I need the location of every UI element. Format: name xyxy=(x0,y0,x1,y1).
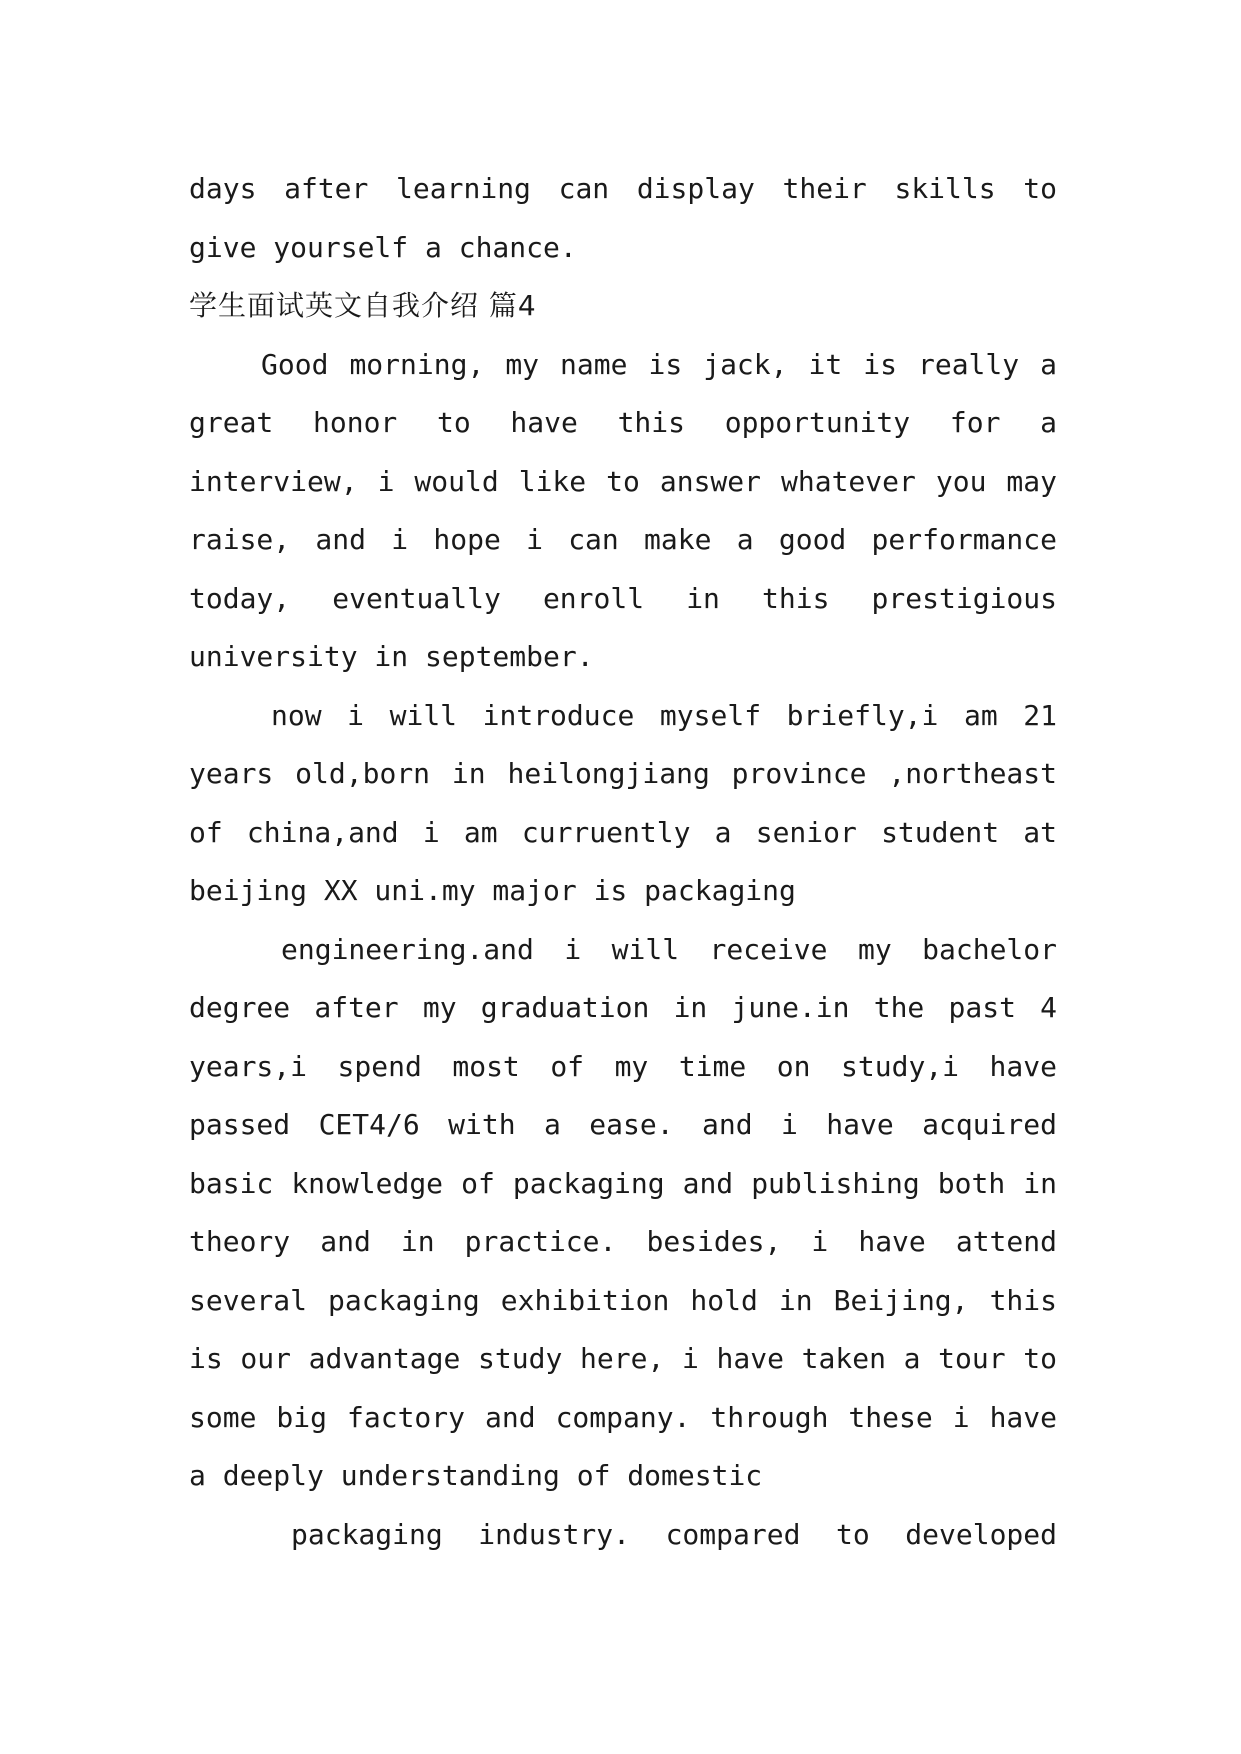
text-line: great honor to have this opportunity for a xyxy=(189,406,1057,439)
text-line: several packaging exhibition hold in Beijing, this xyxy=(189,1283,1057,1317)
text-line: basic knowledge of packaging and publishing both in xyxy=(189,1166,1057,1200)
text-line: now i will introduce myself briefly,i am 21 xyxy=(271,698,1057,732)
text-line: university in september. xyxy=(189,640,594,673)
text-line: some big factory and company. through these i have xyxy=(189,1400,1057,1434)
text-line: a deeply understanding of domestic xyxy=(189,1459,763,1492)
text-line: give yourself a chance. xyxy=(189,230,577,264)
section-heading: 学生面试英文自我介绍 篇4 xyxy=(189,289,537,322)
document-body xyxy=(189,160,1057,1564)
text-line: passed CET4/6 with a ease. and i have acquired xyxy=(189,1108,1057,1141)
text-line: beijing XX uni.my major is packaging xyxy=(189,874,796,907)
text-line: years old,born in heilongjiang province ,northeast xyxy=(189,757,1057,790)
text-line: today, eventually enroll in this prestigious xyxy=(189,581,1057,615)
text-line: years,i spend most of my time on study,i have xyxy=(189,1049,1057,1083)
text-line: Good morning, my name is jack, it is really a xyxy=(261,347,1057,381)
text-line: days after learning can display their skills to xyxy=(189,172,1057,205)
text-line: raise, and i hope i can make a good performance xyxy=(189,523,1057,556)
text-line: of china,and i am curruently a senior student at xyxy=(189,815,1057,849)
text-line: is our advantage study here, i have taken a tour to xyxy=(189,1342,1057,1375)
text-line: interview, i would like to answer whatever you may xyxy=(189,464,1057,498)
text-line: degree after my graduation in june.in the past 4 xyxy=(189,991,1057,1024)
text-line: engineering.and i will receive my bachelor xyxy=(281,932,1057,966)
text-line: packaging industry. compared to developed xyxy=(291,1517,1057,1551)
text-line: theory and in practice. besides, i have attend xyxy=(189,1225,1057,1258)
